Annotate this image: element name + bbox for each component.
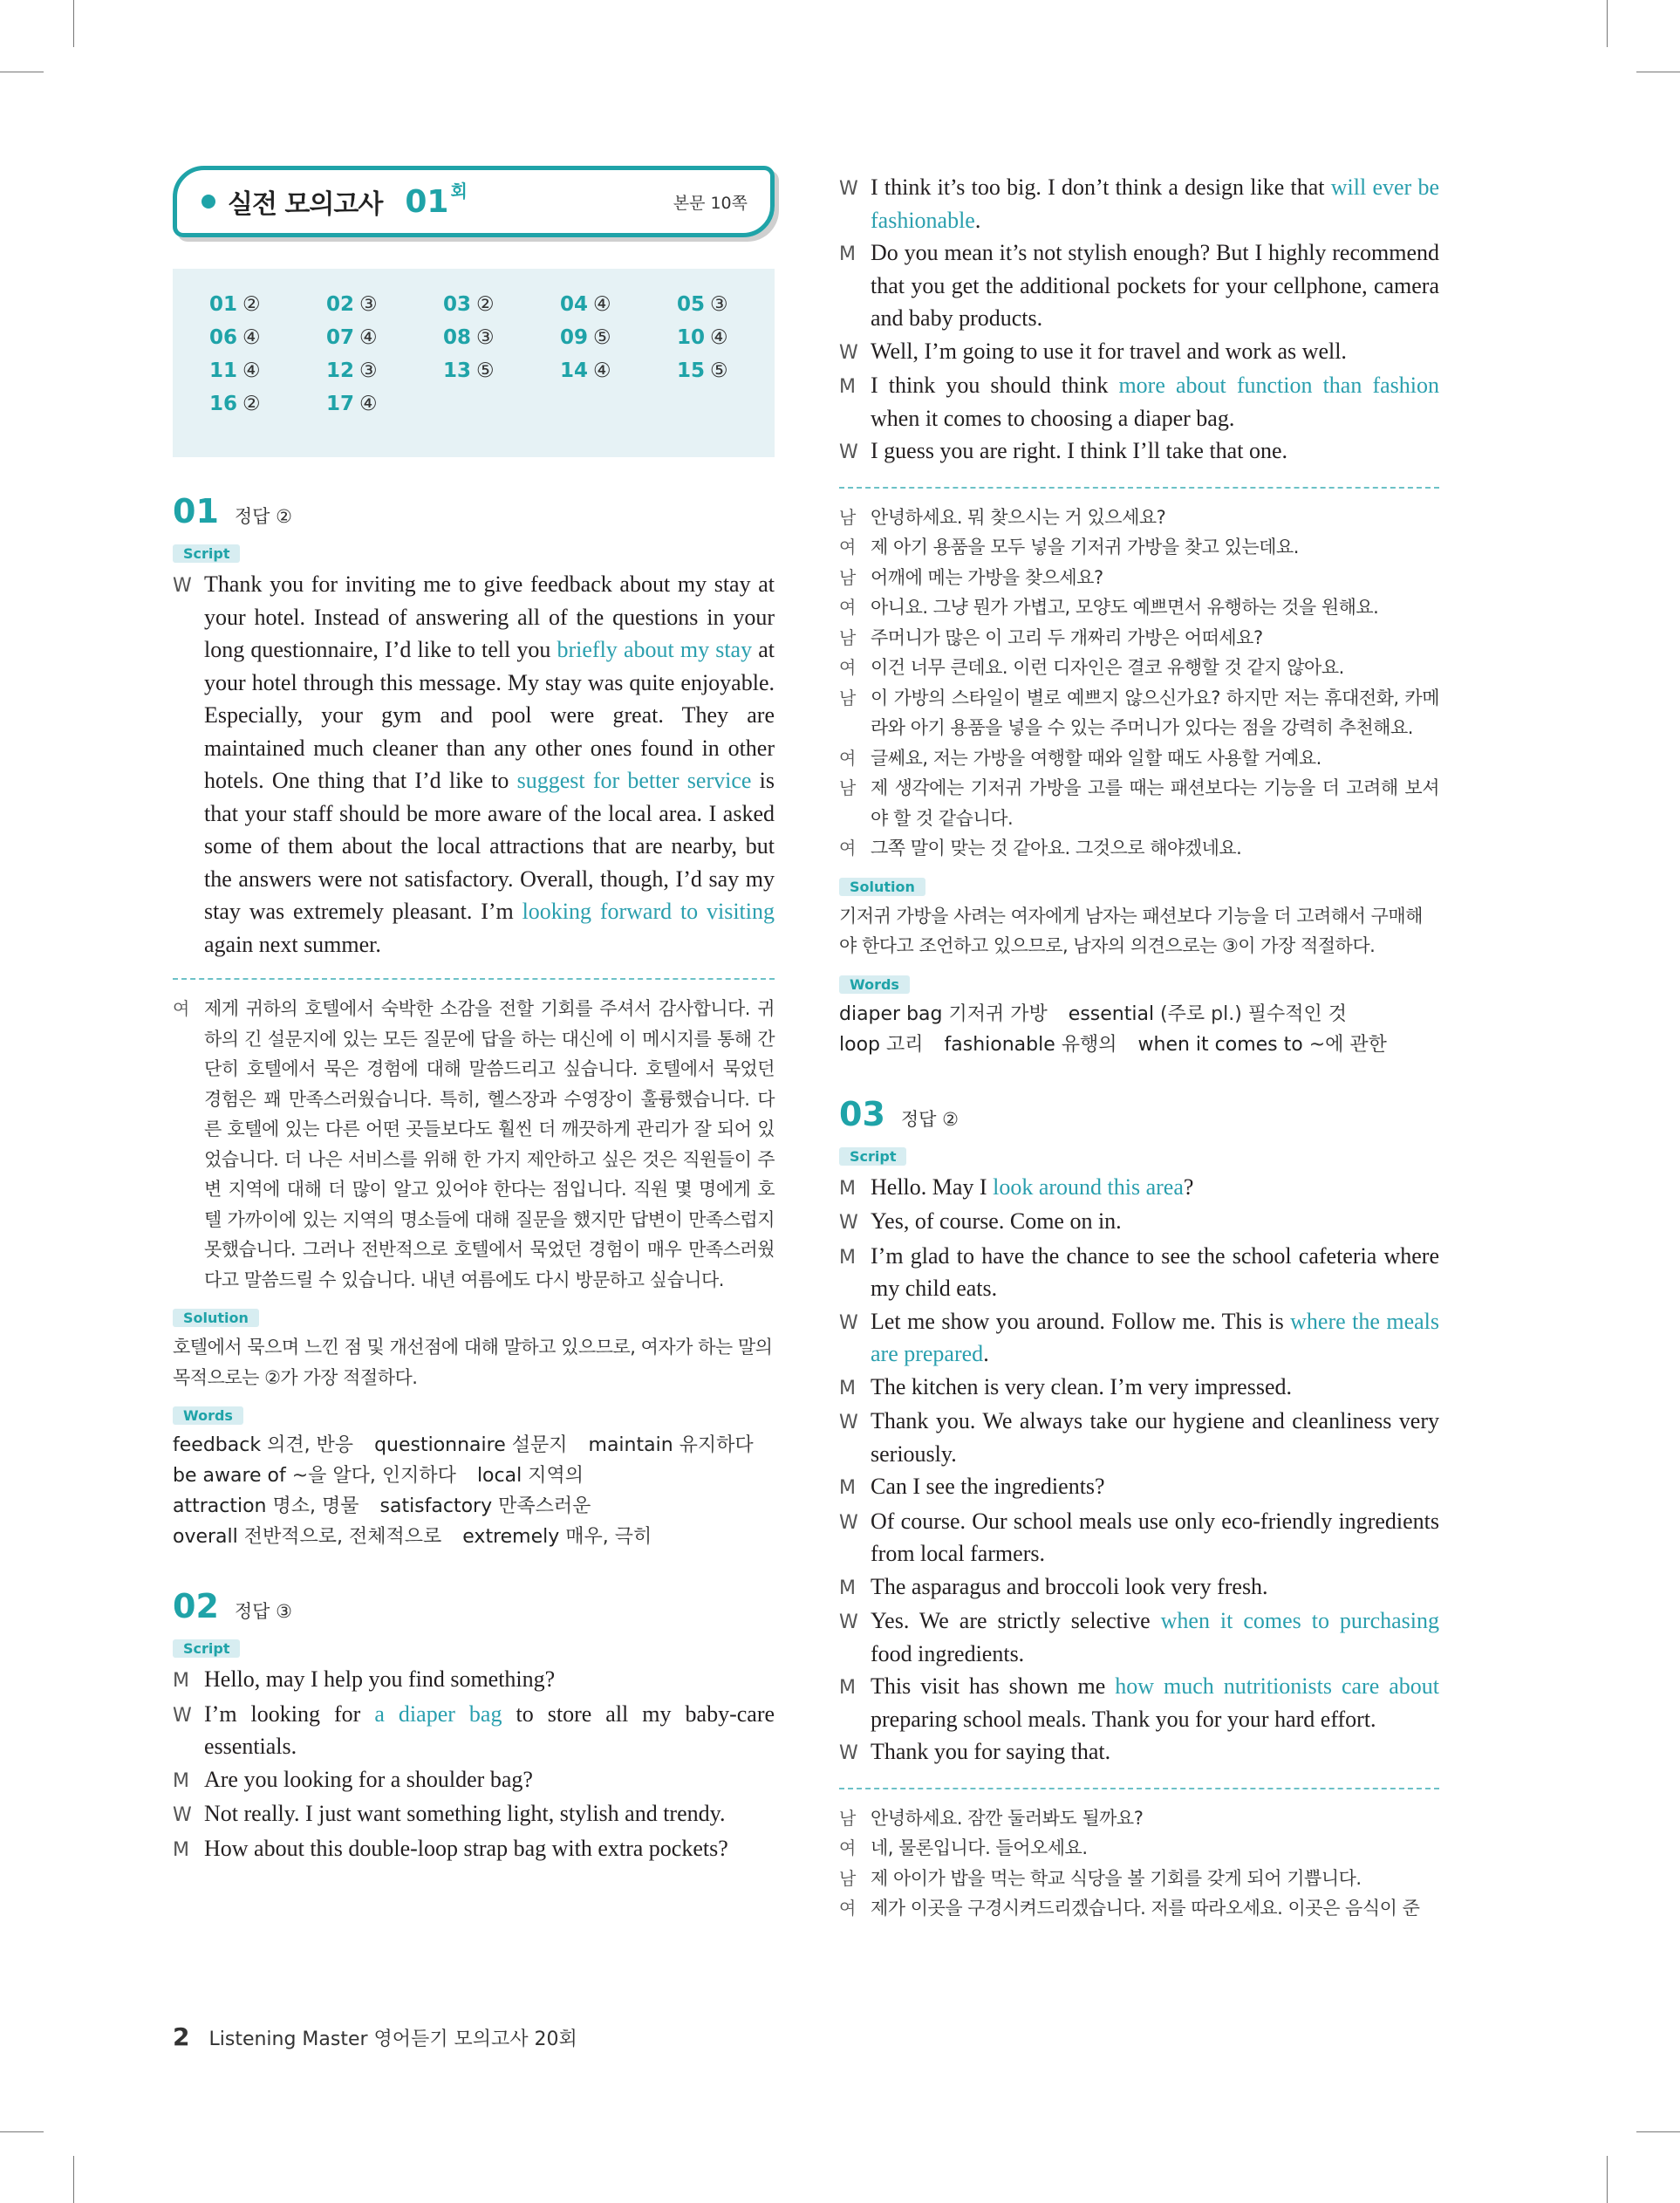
translation-line [839, 833, 1439, 864]
translation-line-text: 글쎄요, 저는 가방을 여행할 때와 일할 때도 사용할 거예요. [871, 747, 1321, 769]
answer-number: 12 [326, 359, 355, 382]
script-line-text [204, 1698, 775, 1763]
vocabulary-meaning: 기저귀 가방 [948, 1002, 1048, 1025]
script-line [839, 236, 1439, 335]
text-run: at your hotel through this message. My stay was quite enjoyable. Especially, your gym and pool were great. They are maintained much cleaner than any other ones found in other hotels. One thing that I’d like to [204, 637, 775, 793]
vocabulary-row [173, 1461, 775, 1491]
answer-choice: ④ [242, 359, 261, 382]
answer-label: 정답 ③ [234, 1601, 292, 1622]
translation-line [839, 532, 1439, 563]
highlighted-phrase: looking forward to visiting [522, 899, 775, 924]
crop-mark [1607, 0, 1608, 47]
script-line [839, 1735, 1439, 1770]
question-number: 03 [839, 1094, 885, 1133]
translation-line [839, 503, 1439, 533]
script-line-text [871, 1305, 1439, 1371]
script-line [839, 1405, 1439, 1470]
script-line-text [871, 1205, 1439, 1240]
highlighted-phrase: when it comes to purchasing [1160, 1608, 1439, 1633]
vocabulary-term: local [476, 1465, 529, 1487]
vocabulary-term: extremely [462, 1526, 566, 1548]
answer-number: 16 [209, 393, 238, 415]
vocabulary-row [173, 1522, 775, 1552]
answer-number: 05 [677, 293, 706, 316]
script-line-text [871, 1735, 1439, 1770]
translation-line-text: 아니요. 그냥 뭔가 가볍고, 모양도 예쁘면서 유행하는 것을 원해요. [871, 597, 1379, 618]
speaker-label: W [839, 1212, 858, 1234]
speaker-label: W [173, 1804, 192, 1826]
answer-key [173, 269, 775, 457]
speaker-label: 남 [839, 687, 856, 708]
answer-number: 01 [209, 293, 238, 316]
answer-label: 정답 ② [234, 506, 292, 527]
speaker-label: W [839, 1311, 858, 1334]
text-run: I’m looking for [204, 1700, 375, 1727]
script-line-text [204, 568, 775, 961]
vocabulary-meaning: ~에 관한 [1308, 1033, 1387, 1056]
page-number: 2 [173, 2022, 190, 2051]
script-line-text [871, 1371, 1439, 1406]
script-line [839, 434, 1439, 469]
script-line [173, 1663, 775, 1698]
text-run: preparing school meals. Thank you for your hard effort. [871, 1706, 1376, 1732]
script-line [173, 1797, 775, 1832]
crop-mark [1607, 2156, 1608, 2203]
text-run: The kitchen is very clean. I’m very impressed. [871, 1373, 1292, 1399]
text-run: This visit has shown me [871, 1673, 1116, 1699]
answer-key-item [560, 326, 677, 349]
speaker-label: 여 [839, 537, 856, 558]
text-run: I’m glad to have the chance to see the school cafeteria where my child eats. [871, 1242, 1439, 1301]
speaker-label: M [173, 1838, 189, 1861]
script-line-text [871, 171, 1439, 236]
speaker-label: 여 [839, 1898, 856, 1919]
script-line [839, 1670, 1439, 1735]
solution-tag: Solution [839, 878, 925, 896]
text-run: Hello. May I [871, 1173, 994, 1200]
answer-key-item [443, 293, 560, 316]
translation-line-text: 이건 너무 큰데요. 이런 디자인은 결코 유행할 것 같지 않아요. [871, 657, 1344, 678]
speaker-label: 여 [839, 1837, 856, 1858]
vocabulary-row [839, 1030, 1439, 1060]
answer-number: 06 [209, 326, 238, 349]
answer-number: 08 [443, 326, 472, 349]
vocabulary-term: diaper bag [839, 1002, 949, 1025]
answer-choice: ⑤ [710, 359, 728, 382]
dashed-divider [839, 1788, 1439, 1789]
script-line-text [871, 1470, 1439, 1505]
answer-key-item [209, 293, 326, 316]
vocabulary-meaning: 설문지 [511, 1434, 568, 1456]
speaker-label: W [173, 575, 192, 597]
test-number-suffix: 회 [450, 180, 468, 202]
answer-number: 02 [326, 293, 355, 316]
answer-choice: ④ [710, 326, 728, 349]
bullet-icon [201, 195, 215, 209]
speaker-label: 남 [839, 626, 856, 648]
answer-key-item [677, 359, 794, 382]
text-run: Let me show you around. Follow me. This is [871, 1308, 1291, 1334]
script-line [173, 1763, 775, 1798]
text-run: food ingredients. [871, 1640, 1025, 1666]
translation-line [839, 1893, 1439, 1924]
script-text [173, 568, 775, 961]
translation-line-text: 제가 이곳을 구경시켜드리겠습니다. 저를 따라오세요. 이곳은 음식이 준 [871, 1898, 1420, 1919]
script-text [173, 1663, 775, 1866]
answer-key-item [209, 326, 326, 349]
translation-line [839, 563, 1439, 593]
answer-key-item [326, 359, 443, 382]
dashed-divider [839, 487, 1439, 489]
crop-mark [73, 2156, 74, 2203]
translation-line-text: 제 아이가 밥을 먹는 학교 식당을 볼 기회를 갖게 되어 기쁩니다. [871, 1867, 1362, 1889]
translation-line-text: 네, 물론입니다. 들어오세요. [871, 1837, 1088, 1858]
solution-tag: Solution [173, 1309, 259, 1327]
text-run: How about this double-loop strap bag with extra pockets? [204, 1835, 728, 1861]
answer-key-item [443, 359, 560, 382]
answer-number: 09 [560, 326, 589, 349]
speaker-label: M [839, 1246, 856, 1269]
answer-key-item [326, 293, 443, 316]
vocabulary-meaning: 유행의 [1061, 1033, 1117, 1056]
answer-number: 07 [326, 326, 355, 349]
answer-number: 11 [209, 359, 238, 382]
crop-mark [1636, 2131, 1680, 2132]
translation-line-text: 그쪽 말이 맞는 것 같아요. 그것으로 해야겠네요. [871, 838, 1242, 859]
highlighted-phrase: more about function than fashion [1118, 373, 1439, 398]
script-line-text [871, 1604, 1439, 1670]
highlighted-phrase: suggest for better service [516, 768, 752, 793]
text-run: Thank you for saying that. [871, 1739, 1111, 1764]
script-tag: Script [839, 1147, 906, 1166]
script-line [173, 1698, 775, 1763]
script-line [839, 369, 1439, 434]
question-03 [839, 1095, 1439, 1924]
answer-choice: ⑤ [476, 359, 495, 382]
highlighted-phrase: how much nutritionists care about [1115, 1673, 1439, 1699]
speaker-label: 여 [839, 747, 856, 769]
script-line [839, 1171, 1439, 1206]
script-line-text [871, 434, 1439, 469]
translation-text [173, 994, 775, 1295]
translation-line-text: 제게 귀하의 호텔에서 숙박한 소감을 전할 기회를 주셔서 감사합니다. 귀하의 긴 설문지에 있는 모든 질문에 답을 하는 대신에 이 메시지를 통해 간단히 호텔에서 묵은 경험에 대해 말씀드리고 싶습니다. 호텔에서 묵었던 경험은 꽤 만족스러웠습니다. 특히, 헬스장과 수영장이 훌륭했습니다. 다른 호텔에 있는 다른 어떤 곳들보다도 훨씬 더 깨끗하게 관리가 잘 되어 있었습니다. 더 나은 서비스를 위해 한 가지 제안하고 싶은 것은 직원들이 주변 지역에 대해 더 많이 알고 있어야 한다는 점입니다. 직원 몇 명에게 호텔 가까이에 있는 지역의 명소들에 대해 질문을 했지만 답변이 만족스럽지 못했습니다. 그러나 전반적으로 호텔에서 묵었던 경험이 매우 만족스러웠다고 말씀드릴 수 있습니다. 내년 여름에도 다시 방문하고 싶습니다. [204, 998, 775, 1290]
vocabulary-term: loop [839, 1033, 886, 1056]
script-line-text [204, 1663, 775, 1698]
test-title: 실전 모의고사 [228, 189, 383, 220]
vocabulary-term: attraction [173, 1495, 273, 1517]
script-text [839, 1171, 1439, 1770]
text-run: I think it’s too big. I don’t think a design like that [871, 174, 1331, 200]
script-line-text [204, 1832, 775, 1867]
script-line-text [871, 1570, 1439, 1605]
translation-line [839, 592, 1439, 623]
text-run: Are you looking for a shoulder bag? [204, 1766, 533, 1792]
speaker-label: W [839, 1412, 858, 1433]
speaker-label: W [839, 178, 858, 200]
speaker-label: M [173, 1670, 189, 1692]
text-run: . [983, 1341, 989, 1366]
answer-choice: ③ [359, 359, 378, 382]
text-run: I guess you are right. I think I’ll take that one. [871, 438, 1287, 463]
crop-mark [0, 2131, 44, 2132]
vocabulary-term: feedback [173, 1434, 268, 1456]
speaker-label: W [839, 441, 858, 463]
answer-key-item [326, 326, 443, 349]
vocabulary-row [839, 999, 1439, 1030]
vocabulary-meaning: 고리 [886, 1033, 924, 1056]
text-run: to store all my baby-care essentials. [204, 1700, 775, 1759]
speaker-label: M [839, 376, 856, 398]
answer-key-item [677, 293, 794, 316]
script-line [173, 568, 775, 961]
answer-key-item [209, 393, 326, 415]
answer-choice: ⑤ [593, 326, 611, 349]
script-line-text [871, 335, 1439, 370]
highlighted-phrase: look around this area [993, 1173, 1184, 1200]
script-line-text [871, 236, 1439, 335]
text-run: I think you should think [871, 373, 1119, 398]
script-tag: Script [173, 544, 240, 563]
answer-key-item [560, 359, 677, 382]
words-tag: Words [173, 1406, 243, 1425]
text-run: . [974, 207, 981, 233]
speaker-label: W [839, 1511, 858, 1534]
script-line [839, 1570, 1439, 1605]
script-line [173, 1832, 775, 1867]
translation-line-text: 안녕하세요. 뭐 찾으시는 거 있으세요? [871, 506, 1166, 528]
speaker-label: M [839, 243, 856, 265]
text-run: Yes, of course. Come on in. [871, 1208, 1122, 1234]
solution-text: 호텔에서 묵으며 느낀 점 및 개선점에 대해 말하고 있으므로, 여자가 하는 말의 목적으로는 ②가 가장 적절하다. [173, 1337, 773, 1388]
vocabulary-list [839, 999, 1439, 1060]
footer-title: Listening Master 영어듣기 모의고사 20회 [208, 2029, 577, 2050]
speaker-label: W [839, 341, 858, 364]
speaker-label: M [173, 1769, 189, 1792]
vocabulary-term: when it comes to [1137, 1033, 1309, 1056]
answer-number: 03 [443, 293, 472, 316]
vocabulary-term: maintain [588, 1434, 680, 1456]
translation-line [839, 623, 1439, 653]
translation-line-text: 이 가방의 스타일이 별로 예쁘지 않으신가요? 하지만 저는 휴대전화, 카메라와 아기 용품을 넣을 수 있는 주머니가 있다는 점을 강력히 추천해요. [871, 687, 1439, 738]
answer-label: 정답 ② [900, 1108, 959, 1130]
question-number: 02 [173, 1587, 219, 1625]
translation-line-text: 제 생각에는 기저귀 가방을 고를 때는 패션보다는 기능을 더 고려해 보셔야 할 것 같습니다. [871, 777, 1439, 829]
vocabulary-meaning: 만족스러운 [498, 1495, 591, 1517]
translation-line [173, 994, 775, 1295]
answer-choice: ③ [476, 326, 495, 349]
translation-line [839, 653, 1439, 683]
speaker-label: 남 [839, 1807, 856, 1829]
answer-choice: ④ [359, 393, 378, 415]
text-run: Well, I’m going to use it for travel and work as well. [871, 338, 1347, 364]
script-line-text [871, 1405, 1439, 1470]
script-line [839, 1205, 1439, 1240]
speaker-label: M [839, 1177, 856, 1200]
vocabulary-meaning: 의견, 반응 [267, 1434, 354, 1456]
highlighted-phrase: will ever be fashionable [871, 174, 1439, 233]
translation-line-text: 어깨에 메는 가방을 찾으세요? [871, 566, 1103, 588]
crop-mark [73, 0, 74, 47]
speaker-label: W [173, 1704, 192, 1727]
solution-text: 기저귀 가방을 사려는 여자에게 남자는 패션보다 기능을 더 고려해서 구매해야 한다고 조언하고 있으므로, 남자의 의견으로는 ③이 가장 적절하다. [839, 905, 1423, 956]
answer-choice: ④ [593, 293, 611, 316]
text-run: Thank you for inviting me to give feedback about my stay at your hotel. Instead of answering all of the questions in your long questionnaire, I’d like to tell you [204, 571, 775, 662]
script-line-text [871, 1670, 1439, 1735]
speaker-label: 남 [839, 1867, 856, 1889]
question-02 [173, 1587, 775, 1866]
translation-line-text: 안녕하세요. 잠깐 둘러봐도 될까요? [871, 1807, 1144, 1829]
script-line-text [871, 369, 1439, 434]
translation-line [839, 683, 1439, 743]
answer-key-item [443, 326, 560, 349]
script-text [839, 171, 1439, 469]
answer-choice: ② [476, 293, 495, 316]
script-line [839, 171, 1439, 236]
answer-choice: ④ [242, 326, 261, 349]
speaker-label: M [839, 1477, 856, 1499]
speaker-label: 남 [839, 777, 856, 798]
question-01 [173, 492, 775, 1552]
answer-number: 13 [443, 359, 472, 382]
translation-text [839, 1803, 1439, 1924]
vocabulary-row [173, 1430, 775, 1461]
script-line [839, 335, 1439, 370]
script-line [839, 1604, 1439, 1670]
script-line-text [871, 1240, 1439, 1305]
speaker-label: M [839, 1577, 856, 1599]
vocabulary-row [173, 1491, 775, 1522]
vocabulary-meaning: 명소, 명물 [272, 1495, 359, 1517]
script-line [839, 1505, 1439, 1570]
speaker-label: M [839, 1677, 856, 1699]
translation-line [839, 773, 1439, 833]
translation-line [839, 1803, 1439, 1834]
right-column [839, 171, 1439, 1924]
text-run: ? [1183, 1173, 1194, 1200]
question-heading [173, 492, 775, 530]
speaker-label: M [839, 1377, 856, 1399]
script-tag: Script [173, 1639, 240, 1658]
question-number: 01 [173, 492, 219, 530]
answer-number: 10 [677, 326, 706, 349]
translation-text [839, 503, 1439, 864]
speaker-label: W [839, 1742, 858, 1764]
question-02-continued [839, 171, 1439, 1060]
vocabulary-term: essential [1068, 1002, 1161, 1025]
answer-key-item [209, 359, 326, 382]
words-tag: Words [839, 975, 910, 994]
translation-line-text: 주머니가 많은 이 고리 두 개짜리 가방은 어떠세요? [871, 626, 1263, 648]
vocabulary-meaning: 유지하다 [679, 1434, 754, 1456]
vocabulary-list [173, 1430, 775, 1552]
translation-line [839, 743, 1439, 774]
text-run: Can I see the ingredients? [871, 1474, 1105, 1499]
script-line-text [871, 1505, 1439, 1570]
script-line-text [204, 1763, 775, 1798]
test-header [173, 166, 775, 237]
answer-choice: ② [242, 393, 261, 415]
script-line-text [871, 1171, 1439, 1206]
vocabulary-term: overall [173, 1526, 244, 1548]
script-line [839, 1371, 1439, 1406]
vocabulary-meaning: (주로 pl.) 필수적인 것 [1160, 1002, 1348, 1025]
text-run: Hello, may I help you find something? [204, 1666, 556, 1692]
answer-number: 15 [677, 359, 706, 382]
highlighted-phrase: a diaper bag [374, 1700, 502, 1727]
page-footer [173, 2022, 577, 2051]
answer-key-item [326, 393, 443, 415]
speaker-label: 여 [839, 838, 856, 859]
answer-key-item [677, 326, 794, 349]
translation-line-text: 제 아기 용품을 모두 넣을 기저귀 가방을 찾고 있는데요. [871, 537, 1299, 558]
text-run: Of course. Our school meals use only eco-friendly ingredients from local farmers. [871, 1508, 1439, 1566]
script-line [839, 1305, 1439, 1371]
speaker-label: 여 [173, 998, 189, 1019]
dashed-divider [173, 978, 775, 980]
answer-key-item [560, 293, 677, 316]
answer-choice: ③ [359, 293, 378, 316]
answer-number: 04 [560, 293, 589, 316]
test-number: 01 [405, 183, 449, 220]
vocabulary-meaning: 전반적으로, 전체적으로 [243, 1526, 442, 1548]
translation-line [839, 1864, 1439, 1894]
vocabulary-term: questionnaire [374, 1434, 512, 1456]
speaker-label: 여 [839, 657, 856, 678]
answer-number: 14 [560, 359, 589, 382]
speaker-label: 남 [839, 506, 856, 528]
highlighted-phrase: briefly about my stay [557, 637, 753, 662]
vocabulary-meaning: 매우, 극히 [565, 1526, 652, 1548]
question-heading [839, 1095, 1439, 1133]
text-run: again next summer. [204, 931, 381, 957]
highlighted-phrase: where the meals are prepared [871, 1308, 1439, 1366]
script-line-text [204, 1797, 775, 1832]
translation-line [839, 1833, 1439, 1864]
script-line [839, 1470, 1439, 1505]
text-run: when it comes to choosing a diaper bag. [871, 405, 1235, 431]
text-run: is that your staff should be more aware of the local area. I asked some of them about the local attractions that are nearby, but the answers were not satisfactory. Overall, though, I’d say my stay was extremely pleasant. I’m [204, 768, 775, 924]
answer-choice: ④ [593, 359, 611, 382]
speaker-label: W [839, 1611, 858, 1633]
text-run: The asparagus and broccoli look very fresh. [871, 1573, 1268, 1599]
answer-number: 17 [326, 393, 355, 415]
left-column [173, 166, 775, 1866]
answer-choice: ③ [710, 293, 728, 316]
vocabulary-meaning: ~을 알다, 인지하다 [291, 1465, 456, 1487]
speaker-label: 여 [839, 597, 856, 618]
vocabulary-term: fashionable [944, 1033, 1062, 1056]
vocabulary-term: satisfactory [379, 1495, 499, 1517]
text-run: Do you mean it’s not stylish enough? But I highly recommend that you get the additional pockets for your cellphone, camera and baby products. [871, 240, 1439, 331]
vocabulary-term: be aware of [173, 1465, 292, 1487]
answer-choice: ② [242, 293, 261, 316]
speaker-label: 남 [839, 566, 856, 588]
question-heading [173, 1587, 775, 1625]
text-run: Not really. I just want something light, stylish and trendy. [204, 1801, 726, 1826]
text-run: Yes. We are strictly selective [871, 1608, 1161, 1633]
text-run: Thank you. We always take our hygiene and cleanliness very seriously. [871, 1408, 1439, 1467]
page-reference: 본문 10쪽 [673, 193, 748, 213]
vocabulary-meaning: 지역의 [528, 1465, 584, 1487]
answer-choice: ④ [359, 326, 378, 349]
script-line [839, 1240, 1439, 1305]
